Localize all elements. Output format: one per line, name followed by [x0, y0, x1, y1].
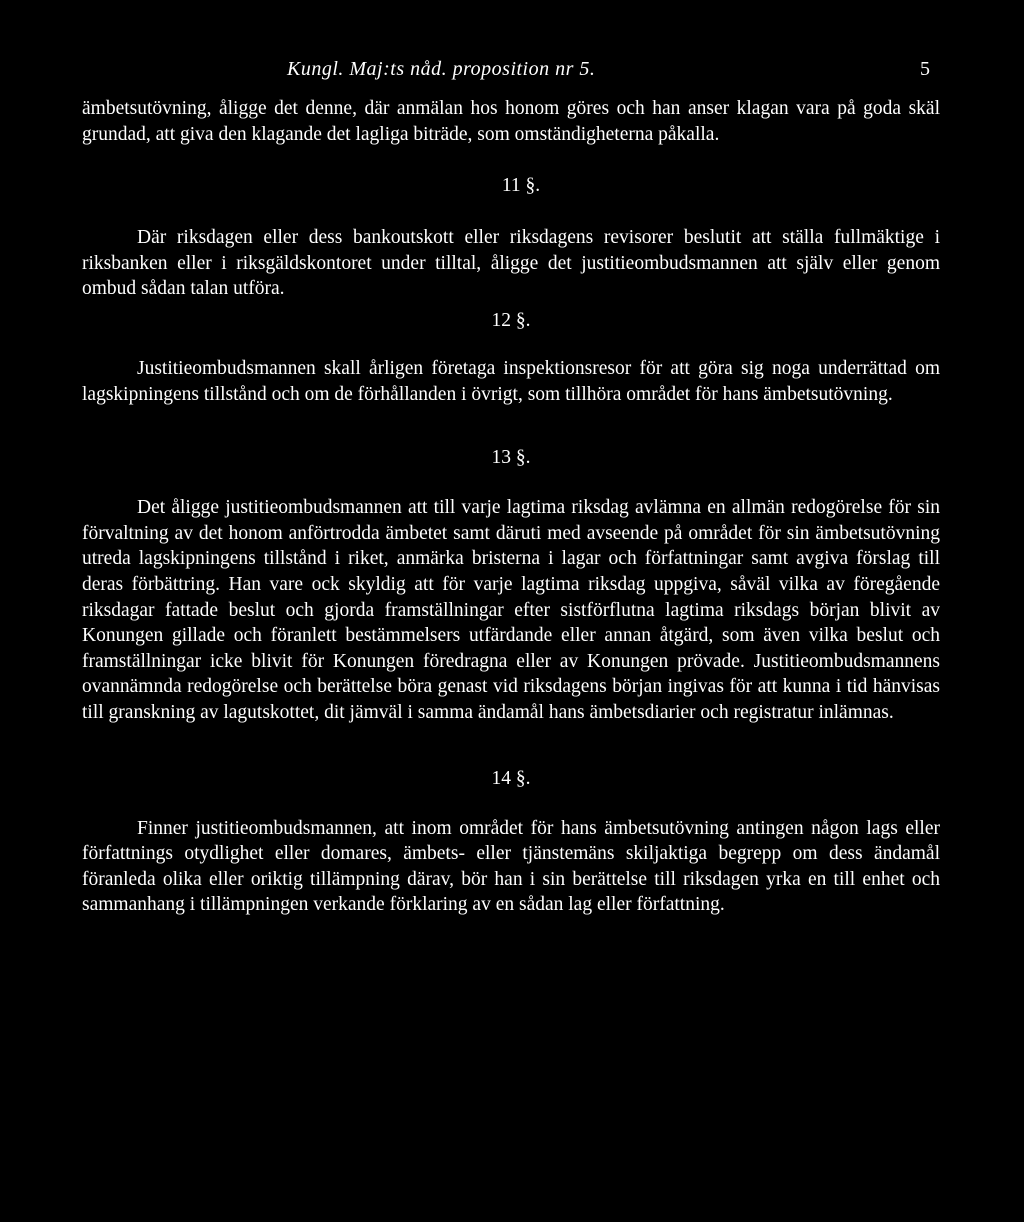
document-page: [82, 52, 940, 918]
paragraph-section-14: Finner justitieombudsmannen, att inom området för hans ämbetsutövning antingen någon lags eller författnings otydlighet eller domares, ämbets- eller tjänstemäns skiljaktiga begrepp om dess ändamål föranleda olika eller oriktig tillämpning därav, bör han i sin berättelse till riksdagen yrka en till enhet och sammanhang i tillämpningen verkande förklaring av en sådan lag eller författning.: [82, 817, 940, 916]
section-heading-13: 13 §.: [491, 447, 531, 469]
paragraph-continuation: ämbetsutövning, åligge det denne, där anmälan hos honom göres och han anser klagan vara på goda skäl grundad, att giva den klagande det lagliga biträde, som omständigheterna påkalla.: [82, 98, 940, 145]
section-heading-11: 11 §.: [501, 175, 541, 197]
section-heading-12: 12 §.: [491, 309, 531, 331]
paragraph-section-12: Justitieombudsmannen skall årligen företaga inspektionsresor för att göra sig noga underrättad om lagskipningens tillstånd och om de förhållanden i övrigt, som tillhöra området för hans ämbetsutövning.: [82, 357, 940, 405]
section-heading-14: 14 §.: [491, 767, 531, 789]
page-header: [82, 52, 940, 86]
paragraph-section-13: Det åligge justitieombudsmannen att till varje lagtima riksdag avlämna en allmän redogörelse för sin förvaltning av det honom anförtrodda ämbetet samt däruti med avseende på området för sin ämbetsutövning utreda lagskipningens tillstånd i riket, anmärka bristerna i lagar och författningar samt avgiva förslag till deras förbättring. Han vare ock skyldig att för varje lagtima riksdag uppgiva, såväl vilka av föregående riksdagar fattade beslut och gjorda framställningar efter sistförflutna lagtima riksdags början blivit av Konungen gillade och föranlett bestämmelsers utfärdande eller annan åtgärd, som även vilka beslut och framställningar icke blivit för Konungen föredragna eller av Konungen prövade. Justitieombudsmannens ovannämnda redogörelse och berättelse böra genast vid riksdagens början ingivas för att kunna i tid hänvisas till granskning av lagutskottet, dit jämväl i samma ändamål hans ämbetsdiarier och registratur inlämnas.: [82, 497, 940, 723]
paragraph-section-11: Där riksdagen eller dess bankoutskott eller riksdagens revisorer beslutit att ställa fullmäktige i riksbanken eller i riksgäldskontoret under tilltal, åligge det justitieombudsmannen att själv eller genom ombud sådan talan utföra.: [82, 227, 940, 300]
page-number: 5: [920, 58, 930, 80]
running-title: Kungl. Maj:ts nåd. proposition nr 5.: [287, 58, 596, 80]
